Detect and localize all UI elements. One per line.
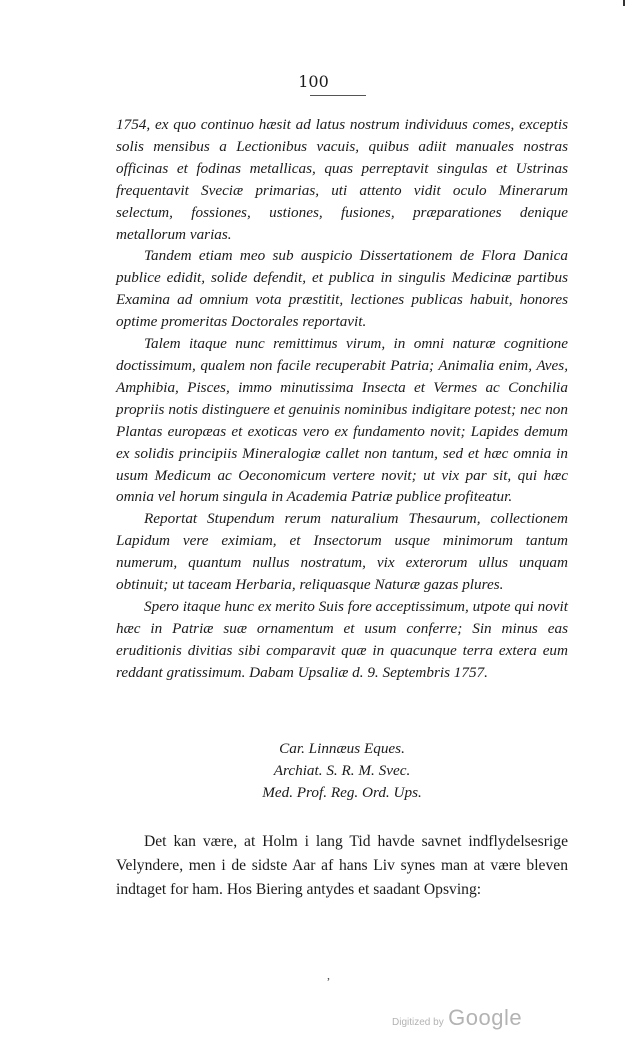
edge-mark — [623, 0, 625, 6]
google-watermark — [392, 1005, 522, 1031]
latin-paragraph-2: Tandem etiam meo sub auspicio Dissertationem de Flora Danica publice edidit, solide defendit, et publica in singulis Medicinæ partibus Examina ad omnium vota præstitit, lectiones publicas habuit, honores optime promeritas Doctorales reportavit. — [116, 247, 568, 331]
signature-office: Med. Prof. Reg. Ord. Ups. — [262, 784, 422, 801]
danish-paragraph: Det kan være, at Holm i lang Tid havde savnet indflydelsesrige Velyndere, men i de sidste Aar af hans Liv synes man at være bleven indtaget for ham. Hos Biering antydes et saadant Opsving: — [116, 833, 568, 898]
watermark-brand: Google — [448, 1005, 523, 1030]
latin-letter-body — [116, 114, 568, 684]
danish-text-body — [116, 830, 568, 902]
signature-name: Car. Linnæus Eques. — [279, 740, 405, 757]
page-number: 100 — [298, 72, 329, 91]
page-number-rule — [310, 95, 366, 96]
signature-title: Archiat. S. R. M. Svec. — [273, 762, 411, 779]
latin-paragraph-4: Reportat Stupendum rerum naturalium Thesaurum, collectionem Lapidum vere eximiam, et Insectorum usque minimorum tantum numerum, quantum nullus nostratum, vix exterorum ullus unquam obtinuit; ut taceam Herbaria, reliquasque Naturæ gazas plures. — [116, 510, 568, 594]
latin-paragraph-3: Talem itaque nunc remittimus virum, in omni naturæ cognitione doctissimum, qualem non facile recuperabit Patria; Animalia enim, Aves, Amphibia, Pisces, immo minutissima Insecta et Vermes ac Conchilia propriis notis distinguere et genuinis nominibus indigitare potest; nec non Plantas europæas et exoticas vero ex fundamento novit; Lapides demum ex solidis principiis Mineralogiæ callet non tantum, sed et hæc omnia in usum Medicum ac Oeconomicum vertere novit; ut vix par sit, qui hæc omnia vel horum singula in Academia Patriæ publice profiteatur. — [116, 335, 568, 506]
latin-paragraph-1: 1754, ex quo continuo hæsit ad latus nostrum individuus comes, exceptis solis mensibus a Lectionibus vacuis, quibus adiit manuales nostras officinas et fodinas metallicas, quas perreptavit singulas et Ustrinas frequentavit Sveciæ primarias, uti attento vidit oculo Minerarum selectum, fossiones, ustiones, fusiones, præparationes denique metallorum varias. — [116, 116, 568, 243]
watermark-prefix: Digitized by — [392, 1017, 444, 1028]
footer-mark: , — [327, 968, 330, 982]
latin-paragraph-5: Spero itaque hunc ex merito Suis fore acceptissimum, utpote qui novit hæc in Patriæ suæ ornamentum et usum conferre; Sin minus eas eruditionis divitias sibi comparavit quæ in quacunque terra extera eum reddant gratissimum. Dabam Upsaliæ d. 9. Septembris 1757. — [116, 597, 568, 681]
